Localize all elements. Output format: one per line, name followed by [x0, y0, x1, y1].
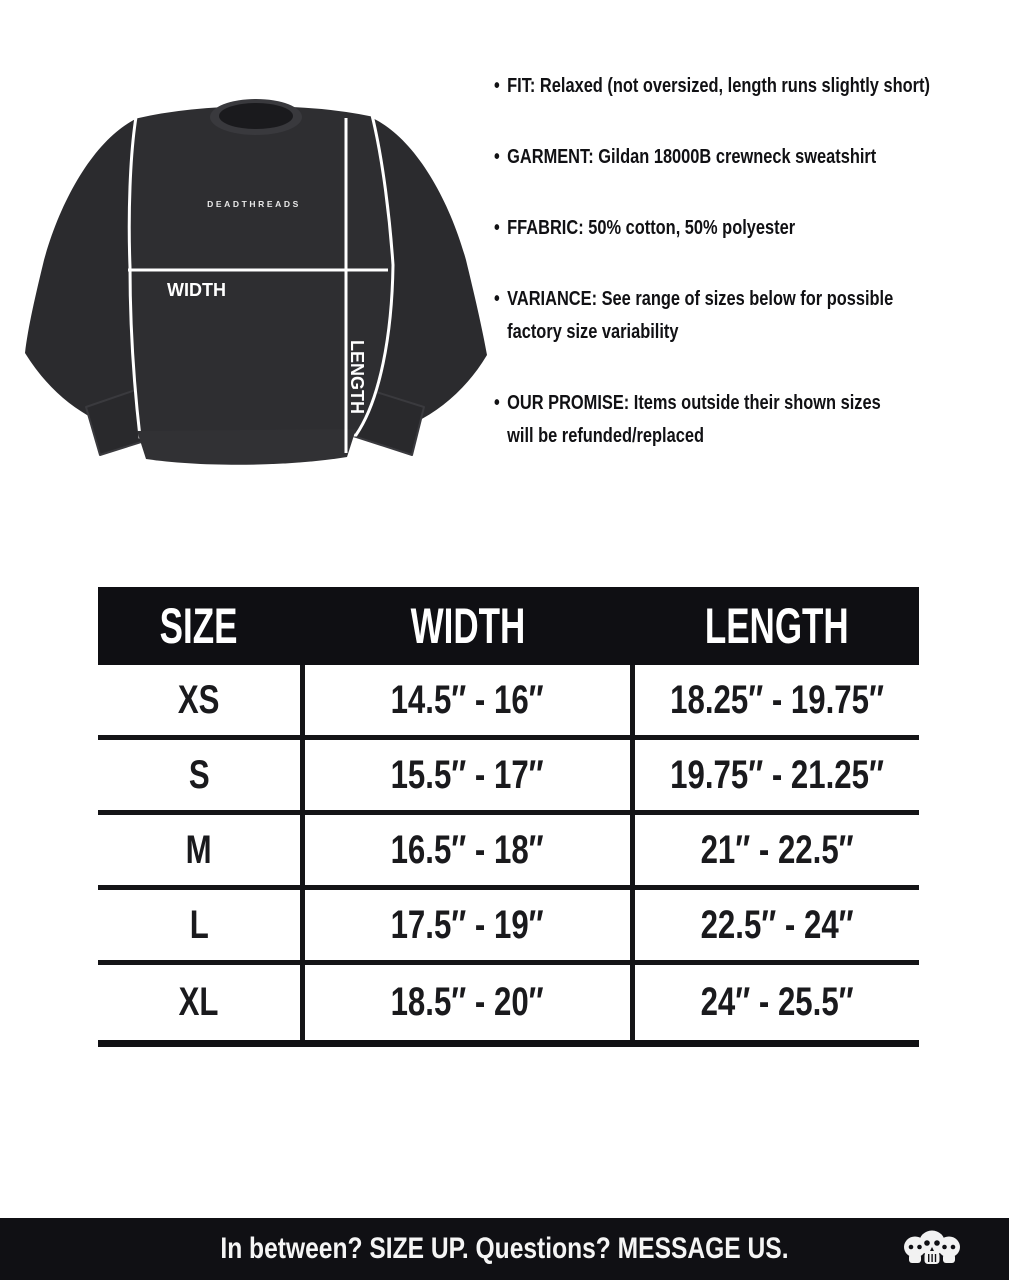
table-row: [98, 965, 919, 1040]
size-cell: XL: [179, 980, 219, 1024]
table-row: [98, 740, 919, 815]
bullet-garment: [494, 141, 994, 174]
bullet-marker: •: [494, 146, 500, 168]
bullet-text: FFABRIC: 50% cotton, 50% polyester: [507, 217, 796, 239]
bullet-marker: •: [494, 392, 500, 414]
bullet-text: VARIANCE: See range of sizes below for possible factory size variability: [507, 288, 894, 343]
table-header-row: [98, 587, 919, 665]
length-cell: 18.25″ - 19.75″: [670, 677, 884, 722]
length-cell: 24″ - 25.5″: [700, 980, 854, 1024]
table-row: [98, 815, 919, 890]
width-cell: 15.5″ - 17″: [300, 740, 635, 810]
footer-message: In between? SIZE UP. Questions? MESSAGE US.: [220, 1232, 789, 1265]
three-skulls-icon: [901, 1225, 963, 1273]
column-header-length: LENGTH: [705, 598, 849, 654]
bullet-text: GARMENT: Gildan 18000B crewneck sweatshirt: [507, 146, 877, 168]
footer-bar: [0, 1218, 1009, 1280]
product-details-list: [494, 70, 999, 453]
bullet-marker: •: [494, 75, 500, 97]
bullet-marker: •: [494, 217, 500, 239]
width-cell: 16.5″ - 18″: [300, 815, 635, 885]
bullet-text: OUR PROMISE: Items outside their shown sizes will be refunded/replaced: [507, 392, 881, 447]
length-cell: 22.5″ - 24″: [700, 902, 854, 947]
width-cell: 18.5″ - 20″: [300, 965, 635, 1040]
length-label: LENGTH: [347, 340, 367, 414]
brand-print: DEADTHREADS: [207, 199, 301, 209]
bullet-fabric: [494, 212, 994, 245]
bullet-promise: [494, 387, 994, 453]
bullet-text: FIT: Relaxed (not oversized, length runs slightly short): [507, 75, 930, 97]
collar-opening: [219, 103, 293, 129]
column-header-size: SIZE: [160, 598, 238, 654]
length-cell: 21″ - 22.5″: [700, 827, 854, 872]
sweatshirt-figure: [0, 55, 500, 480]
width-cell: 14.5″ - 16″: [300, 665, 635, 735]
size-cell: XS: [178, 677, 220, 722]
bullet-marker: •: [494, 288, 500, 310]
size-cell: L: [189, 902, 209, 947]
bullet-fit: [494, 70, 994, 103]
width-cell: 17.5″ - 19″: [300, 890, 635, 960]
table-row: [98, 890, 919, 965]
width-label: WIDTH: [167, 280, 226, 300]
size-chart-table: [98, 587, 919, 1047]
column-header-width: WIDTH: [410, 598, 525, 654]
hem-band: [137, 429, 356, 465]
bullet-variance: [494, 283, 994, 349]
size-cell: S: [188, 752, 210, 797]
size-cell: M: [185, 827, 212, 872]
length-cell: 19.75″ - 21.25″: [670, 752, 884, 797]
table-row: [98, 665, 919, 740]
sweatshirt-illustration: [0, 55, 500, 480]
